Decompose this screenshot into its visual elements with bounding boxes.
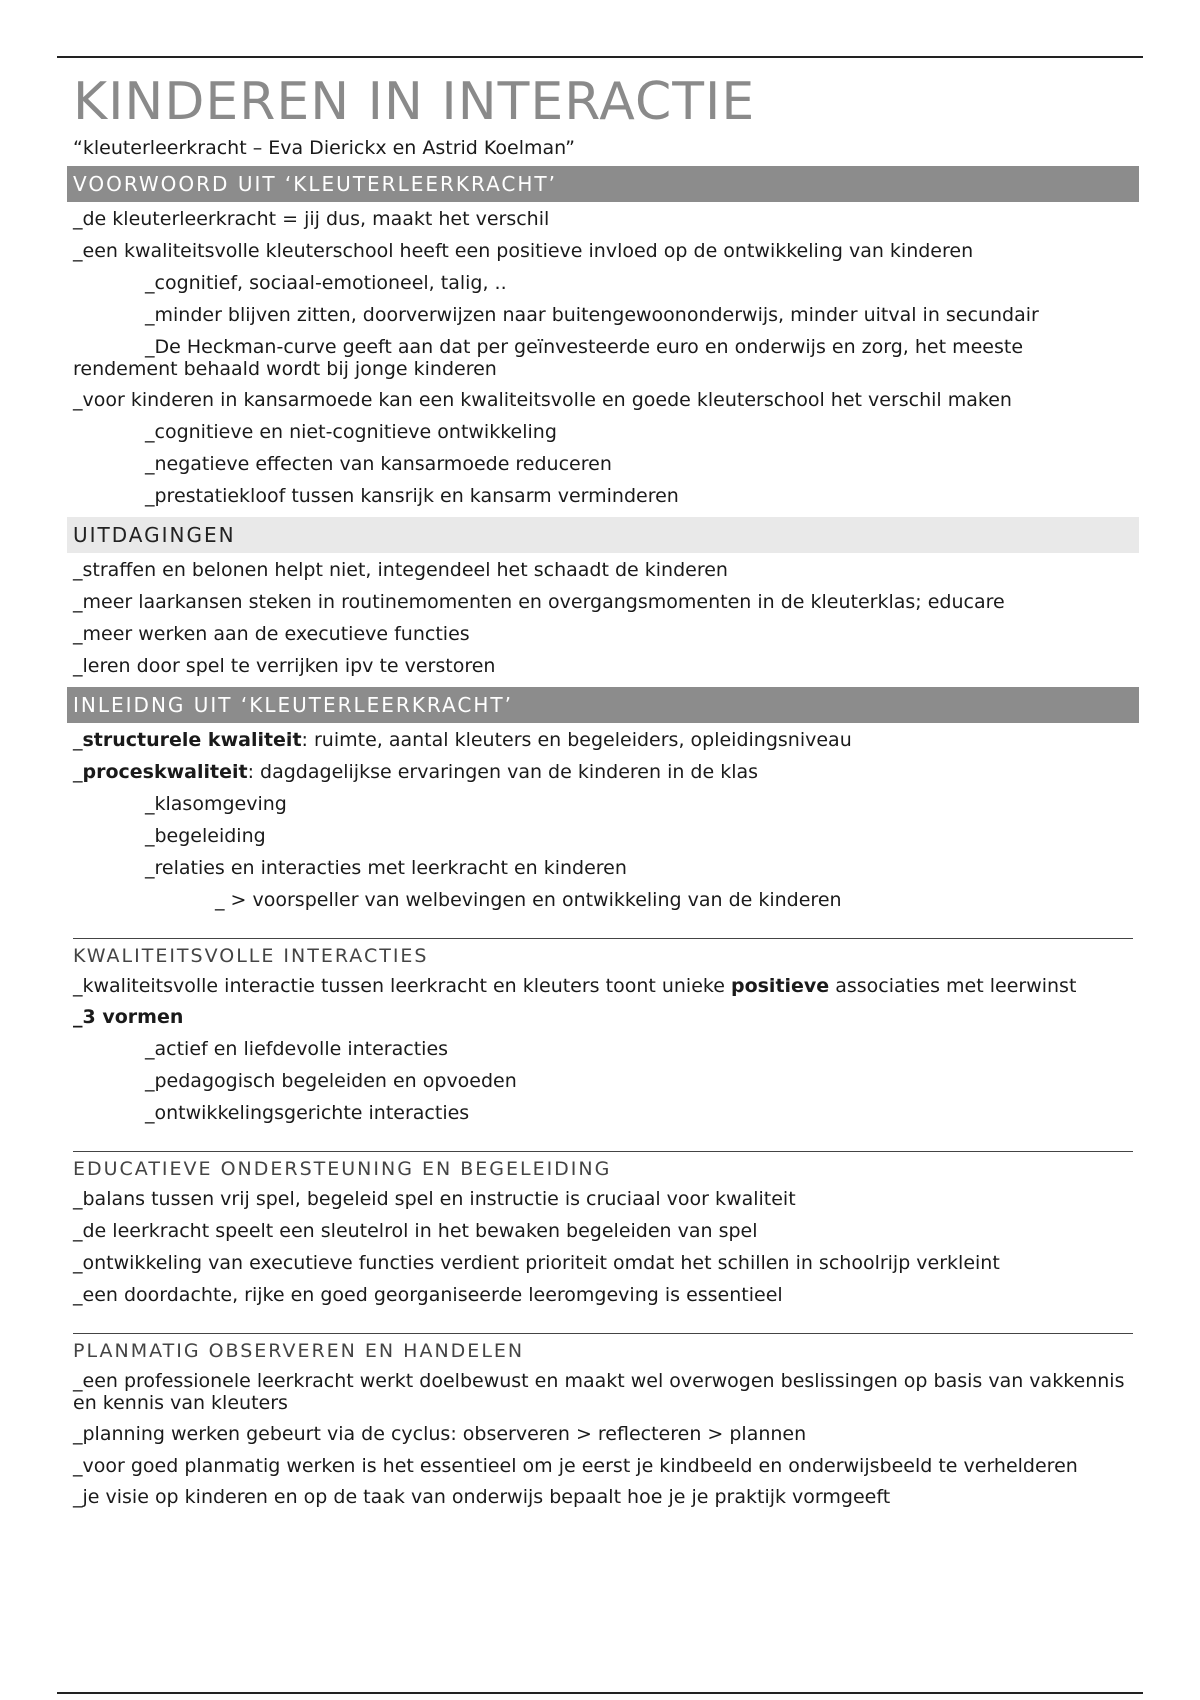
list-item: _cognitief, sociaal-emotioneel, talig, .. bbox=[145, 272, 507, 294]
list-item: _De Heckman-curve geeft aan dat per geïnvesteerde euro en onderwijs en zorg, het meeste rendement behaald wordt bij jonge kinderen bbox=[73, 336, 1024, 380]
list-item-vormen: _3 vormen bbox=[73, 1006, 184, 1028]
list-item: _cognitieve en niet-cognitieve ontwikkeling bbox=[145, 421, 557, 443]
list-item-proceskwaliteit: _proceskwaliteit: dagdagelijkse ervaringen van de kinderen in de klas bbox=[73, 761, 759, 783]
list-item: _een kwaliteitsvolle kleuterschool heeft een positieve invloed op de ontwikkeling van kinderen bbox=[73, 240, 974, 262]
document-title: KINDEREN IN INTERACTIE bbox=[73, 72, 756, 132]
list-item: _een doordachte, rijke en goed georganiseerde leeromgeving is essentieel bbox=[73, 1284, 783, 1306]
list-item: _voor goed planmatig werken is het essentieel om je eerst je kindbeeld en onderwijsbeeld te verhelderen bbox=[73, 1455, 1078, 1477]
list-item: _balans tussen vrij spel, begeleid spel en instructie is cruciaal voor kwaliteit bbox=[73, 1188, 796, 1210]
term-proceskwaliteit: proceskwaliteit bbox=[82, 761, 248, 783]
list-item bbox=[73, 975, 1133, 997]
list-item: _een professionele leerkracht werkt doelbewust en maakt wel overwogen beslissingen op basis van vakkennis en kennis van kleuters bbox=[73, 1370, 1125, 1414]
definition-text: : ruimte, aantal kleuters en begeleiders, opleidingsniveau bbox=[301, 729, 852, 751]
heading-kwaliteitsvolle-interacties: KWALITEITSVOLLE INTERACTIES bbox=[73, 938, 1133, 969]
list-item: _meer laarkansen steken in routinemomenten en overgangsmomenten in de kleuterklas; educare bbox=[73, 591, 1005, 613]
heading-uitdagingen: UITDAGINGEN bbox=[67, 517, 1139, 553]
list-item: _klasomgeving bbox=[145, 793, 287, 815]
list-item: _negatieve effecten van kansarmoede reduceren bbox=[145, 453, 612, 475]
term-structurele-kwaliteit: structurele kwaliteit bbox=[82, 729, 302, 751]
list-item: _je visie op kinderen en op de taak van onderwijs bepaalt hoe je je praktijk vormgeeft bbox=[73, 1486, 891, 1508]
intro-text: _kwaliteitsvolle interactie tussen leerkracht en kleuters toont unieke bbox=[73, 975, 731, 997]
list-item: _actief en liefdevolle interacties bbox=[145, 1038, 449, 1060]
list-item: _de kleuterleerkracht = jij dus, maakt het verschil bbox=[73, 208, 550, 230]
heading-inleiding: INLEIDNG UIT ‘KLEUTERLEERKRACHT’ bbox=[67, 687, 1139, 723]
list-item: _voor kinderen in kansarmoede kan een kwaliteitsvolle en goede kleuterschool het verschil maken bbox=[73, 389, 1012, 411]
document-subtitle: “kleuterleerkracht – Eva Dierickx en Astrid Koelman” bbox=[73, 137, 576, 159]
list-item: _begeleiding bbox=[145, 825, 266, 847]
term-3-vormen: 3 vormen bbox=[82, 1006, 184, 1028]
heading-voorwoord: VOORWOORD UIT ‘KLEUTERLEERKRACHT’ bbox=[67, 166, 1139, 202]
heading-planmatig-observeren: PLANMATIG OBSERVEREN EN HANDELEN bbox=[73, 1333, 1133, 1364]
emphasis-positieve: positieve bbox=[730, 975, 830, 997]
top-rule bbox=[57, 56, 1143, 58]
list-item: _prestatiekloof tussen kansrijk en kansarm verminderen bbox=[145, 485, 679, 507]
list-item: _leren door spel te verrijken ipv te verstoren bbox=[73, 655, 496, 677]
list-item: _straffen en belonen helpt niet, integendeel het schaadt de kinderen bbox=[73, 559, 728, 581]
list-item: _meer werken aan de executieve functies bbox=[73, 623, 470, 645]
list-item: _relaties en interacties met leerkracht en kinderen bbox=[145, 857, 627, 879]
heading-educatieve-ondersteuning: EDUCATIEVE ONDERSTEUNING EN BEGELEIDING bbox=[73, 1151, 1133, 1182]
document-page bbox=[73, 72, 1133, 1518]
bottom-rule bbox=[57, 1692, 1143, 1694]
list-item-structurele-kwaliteit: _structurele kwaliteit: ruimte, aantal kleuters en begeleiders, opleidingsniveau bbox=[73, 729, 852, 751]
list-item: _planning werken gebeurt via de cyclus: observeren > reflecteren > plannen bbox=[73, 1423, 807, 1445]
list-item: _minder blijven zitten, doorverwijzen naar buitengewoononderwijs, minder uitval in secundair bbox=[145, 304, 1039, 326]
list-item: _ontwikkelingsgerichte interacties bbox=[145, 1102, 470, 1124]
list-item: _ > voorspeller van welbevingen en ontwikkeling van de kinderen bbox=[215, 889, 842, 911]
list-item: _de leerkracht speelt een sleutelrol in het bewaken begeleiden van spel bbox=[73, 1220, 758, 1242]
definition-text: : dagdagelijkse ervaringen van de kinderen in de klas bbox=[247, 761, 759, 783]
intro-text-end: associaties met leerwinst bbox=[829, 975, 1077, 997]
list-item: _ontwikkeling van executieve functies verdient prioriteit omdat het schillen in schoolrijp verkleint bbox=[73, 1252, 1000, 1274]
list-item: _pedagogisch begeleiden en opvoeden bbox=[145, 1070, 517, 1092]
